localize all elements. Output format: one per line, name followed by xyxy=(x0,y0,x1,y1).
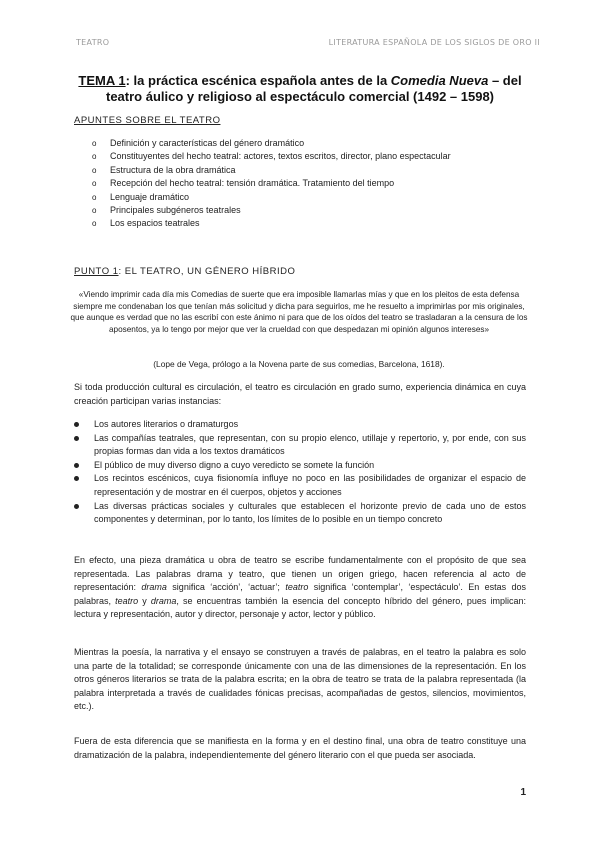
bullet-dot xyxy=(74,476,79,481)
outline-bullet: o xyxy=(92,205,97,215)
title-part2: – del teatro áulico y religioso al espectáculo comercial (1492 – 1598) xyxy=(105,73,522,104)
list-item-text: Los recintos escénicos, cuya fisionomía influye no poco en las posibilidades de organizar el espacio de representación y de mostrar en él cuerpos, objetos y acciones xyxy=(94,473,526,497)
title-part1: : la práctica escénica española antes de la xyxy=(125,73,391,88)
outline-item xyxy=(92,204,451,217)
outline-item xyxy=(92,191,451,204)
outline-bullet: o xyxy=(92,165,97,175)
paragraph-dramatizacion: Fuera de esta diferencia que se manifiesta en la forma y en el destino final, una obra de teatro constituye una dramatización de la palabra, independientemente del género literario con el que pueda ser asociada. xyxy=(74,736,526,760)
outline-item-text: Principales subgéneros teatrales xyxy=(110,204,241,215)
p2-italic-drama-2: drama xyxy=(150,595,177,606)
bullet-dot xyxy=(74,463,79,468)
bullet-dot xyxy=(74,504,79,509)
outline-item-text: Definición y características del género dramático xyxy=(110,138,305,148)
outline-item-text: Lenguaje dramático xyxy=(110,191,190,202)
outline-item-text: Recepción del hecho teatral: tensión dramática. Tratamiento del tiempo xyxy=(110,178,395,189)
p2-text-d: y xyxy=(138,595,151,606)
outline-item xyxy=(92,164,451,177)
p2-italic-teatro-2: teatro xyxy=(115,595,139,606)
list-item xyxy=(74,459,526,473)
p2-text-e: , se encuentras también la esencia del concepto híbrido del género, pues implican: lectura y representación, autor y director, personaje y actor, lector y público. xyxy=(74,595,526,620)
instances-list xyxy=(74,418,526,527)
outline-bullet: o xyxy=(92,192,97,202)
p2-italic-drama: drama xyxy=(141,582,167,593)
outline-list xyxy=(92,137,451,231)
list-item xyxy=(74,500,526,527)
bullet-dot xyxy=(74,422,79,427)
list-item xyxy=(74,432,526,459)
outline-bullet: o xyxy=(92,139,97,148)
outline-item xyxy=(92,137,451,150)
page-number: 1 xyxy=(520,787,526,798)
paragraph-intro: Si toda producción cultural es circulación, el teatro es circulación en grado sumo, experiencia dinámica en cuya creación participan varias instancias: xyxy=(74,382,526,406)
bullet-dot xyxy=(74,436,79,441)
apuntes-heading xyxy=(74,115,220,126)
list-item-text: El público de muy diverso digno a cuyo veredicto se somete la función xyxy=(94,459,375,470)
outline-bullet: o xyxy=(92,179,97,189)
outline-item-text: Estructura de la obra dramática xyxy=(110,164,236,175)
outline-bullet: o xyxy=(92,152,97,162)
title-italic: Comedia Nueva xyxy=(390,73,489,88)
running-header-right: LITERATURA ESPAÑOLA DE LOS SIGLOS DE ORO II xyxy=(328,38,540,47)
block-quote: «Viendo imprimir cada día mis Comedias de suerte que era imposible llamarlas mías y que en los pleitos de esta defensa siempre me condenaban los que tenían más solicitud y dicha para seguirlos, me he resuelto a imprimirlas por mis originales, que aunque es verdad que no las escribí con este ánimo ni para que de los oídos del teatro se trasladaran a la censura de los aposentos, ya lo tengo por mejor que ver la crueldad con que despedazan mi opinión algunos intereses» xyxy=(70,290,528,334)
punto-title: : EL TEATRO, UN GÉNERO HÍBRIDO xyxy=(118,266,296,277)
punto-label: PUNTO 1 xyxy=(74,266,119,277)
outline-item xyxy=(92,217,451,230)
p2-text-b: significa ‘acción’, ‘actuar’; xyxy=(166,582,286,593)
list-item-text: Las diversas prácticas sociales y culturales que establecen el horizonte previo de cada uno de estos componentes y determinan, por lo tanto, los límites de lo posible en un tiempo concreto xyxy=(94,500,526,525)
outline-item-text: Constituyentes del hecho teatral: actores, textos escritos, director, plano espectacular xyxy=(110,151,451,162)
outline-item-text: Los espacios teatrales xyxy=(110,218,200,229)
title-prefix: TEMA 1 xyxy=(78,73,126,88)
outline-item xyxy=(92,150,451,163)
list-item-text: Las compañías teatrales, que representan, con su propio elenco, utillaje y repertorio, y, por ende, con sus propias formas dan vida a los textos dramáticos xyxy=(94,432,526,457)
list-item-text: Los autores literarios o dramaturgos xyxy=(94,419,239,429)
outline-bullet: o xyxy=(92,219,97,229)
page-title xyxy=(64,73,536,105)
apuntes-heading-text: APUNTES SOBRE EL TEATRO xyxy=(74,115,221,126)
outline-item xyxy=(92,177,451,190)
running-header-left: TEATRO xyxy=(76,38,110,47)
paragraph-palabra: Mientras la poesía, la narrativa y el ensayo se construyen a través de palabras, en el teatro la palabra es solo una parte de la totalidad; se corresponde únicamente con una de las dimensiones de la representación. En los otros géneros literarios se trata de la palabra escrita; en la obra de teatro se trata de la palabra representada (la palabra interpretada a través de cualidades fónicas precisas, acompañadas de gestos, silencios, movimientos, etc.). xyxy=(74,647,526,712)
list-item xyxy=(74,418,526,432)
quote-citation: (Lope de Vega, prólogo a la Novena parte de sus comedias, Barcelona, 1618). xyxy=(153,359,445,369)
paragraph-drama-teatro xyxy=(74,554,526,622)
p2-text-c: significa ‘contemplar’, ‘espectáculo’. En estas dos palabras, xyxy=(74,582,526,606)
list-item xyxy=(74,472,526,499)
p2-italic-teatro: teatro xyxy=(285,582,309,593)
punto-heading xyxy=(74,266,295,277)
p2-text-a: En efecto, una pieza dramática u obra de teatro se escribe fundamentalmente con el propósito de que sea representada. Las palabras drama y teatro, que tienen un origen griego, hacen referencia al acto de representación: xyxy=(74,555,526,593)
